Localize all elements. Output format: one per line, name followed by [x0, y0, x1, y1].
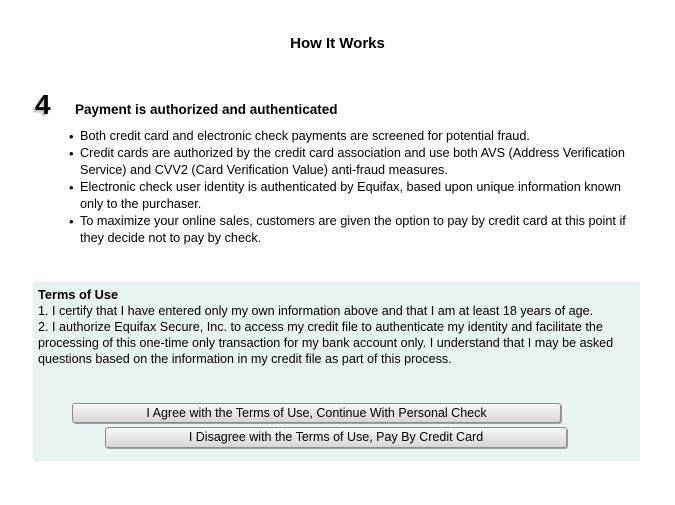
terms-clause: 2. I authorize Equifax Secure, Inc. to access my credit file to authenticate my identity and facilitate the processing of this one-time only transaction for my bank account only. I understand that I may be asked questions based on the information in my credit file as part of this process. — [38, 320, 614, 366]
bullet-item: • Credit cards are authorized by the credit card association and use both AVS (Address Verification Service) and CVV2 (Card Verification Value) anti-fraud measures. — [80, 145, 628, 179]
step-bullet-list — [80, 128, 628, 247]
step-number: 4 — [35, 89, 51, 120]
bullet-item: • To maximize your online sales, customers are given the option to pay by credit card at this point if they decide not to pay by check. — [80, 213, 628, 247]
terms-heading: Terms of Use — [38, 287, 119, 302]
page-title: How It Works — [290, 35, 385, 52]
agree-continue-check-button[interactable]: I Agree with the Terms of Use, Continue With Personal Check — [72, 403, 561, 423]
terms-clause: 1. I certify that I have entered only my own information above and that I am at least 18 years of age. — [38, 304, 594, 318]
disagree-pay-credit-card-button[interactable]: I Disagree with the Terms of Use, Pay By Credit Card — [105, 427, 567, 448]
bullet-item: • Both credit card and electronic check payments are screened for potential fraud. — [80, 128, 628, 145]
bullet-item: • Electronic check user identity is authenticated by Equifax, based upon unique information known only to the purchaser. — [80, 179, 628, 213]
step-heading: Payment is authorized and authenticated — [75, 102, 338, 117]
